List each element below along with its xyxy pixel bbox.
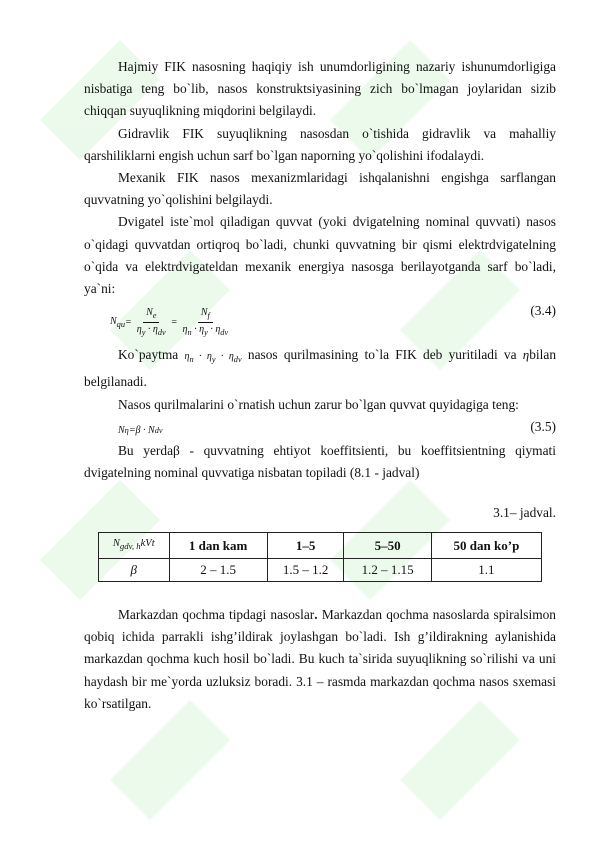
equation-number-3-4: (3.4) xyxy=(530,303,556,319)
eq-equals: = xyxy=(125,317,132,329)
eq-lhs: $N_{qu}$ xyxy=(110,315,125,329)
equation-3-5 xyxy=(84,416,556,440)
paragraph-reserve-coefficient: Bu yerdaβ - quvvatning ehtiyot koeffitsienti, bu koeffitsientning qiymati dvigatelning nominal quvvatiga nisbatan topiladi (8.1 - jadval) xyxy=(84,442,556,481)
equation-3-5-body: N η =β · N dv xyxy=(118,424,163,436)
eq-equals-2: = xyxy=(170,317,178,329)
paragraph-volumetric-efficiency: Hajmiy FIK nasosning haqiqiy ish unumdorligining nazariy ishunumdorligiga nisbatiga teng bo`lib, nasos konstruktsiyasining zich bo`lmagan joylaridan sizib chiqqan suyuqlikning miqdorini belgilaydi. xyxy=(84,59,556,119)
inline-eta: η xyxy=(522,347,530,363)
inline-eta-product: $\eta_n \cdot \eta_y \cdot \eta_{dv}$ xyxy=(184,351,242,365)
table-header-cell: 1 dan kam xyxy=(169,533,267,558)
equation-3-4 xyxy=(84,300,556,344)
fraction-1-numerator: $N_e$ xyxy=(143,306,159,323)
table-header-cell: 5–50 xyxy=(344,533,431,558)
table-cell: 1.2 – 1.15 xyxy=(344,558,431,581)
fraction-2 xyxy=(180,306,232,340)
fraction-2-numerator: $N_f$ xyxy=(198,306,213,323)
fraction-1-denominator: $\eta_y \cdot \eta_{dv}$ xyxy=(136,324,166,338)
paragraph-centrifugal-pumps: Markazdan qochma tipdagi nasoslar. Markazdan qochma nasoslarda spiralsimon qobiq ichida parrakli ishg’ildirak joylashgan bo`ladi. Ish g’ildirakning aylanishida markazdan qochma kuch hosil bo`ladi. Bu kuch ta`sirida suyuqlikning so`rilishi va uni haydash bir me`yorda uzluksiz boradi. 3.1 – rasmda markazdan qochma nasos sxemasi ko`rsatilgan. xyxy=(84,606,557,711)
paragraph-total-efficiency: Ko`paytma $\eta_n \cdot \eta_y \cdot \eta_{dv}$ nasos qurilmasining to`la FIK deb yuritiladi va ηbilan belgilanadi. xyxy=(84,347,557,390)
paragraph-motor-power: Dvigatel iste`mol qiladigan quvvat (yoki dvigatelning nominal quvvati) nasos o`qidagi quvvatdan ortiqroq bo`ladi, chunki quvvatning bir qismi elektrdvigatelning o`qida va elektrdvigateldan mexanik energiya nasosga berilayotganda sarf bo`ladi, ya`ni: xyxy=(84,214,556,297)
paragraph-mechanical-efficiency: Mexanik FIK nasos mexanizmlaridagi ishqalanishni engishga sarflangan quvvatning yo`qolishini belgilaydi. xyxy=(84,170,556,208)
spacer xyxy=(84,582,556,604)
table-cell: 1.5 – 1.2 xyxy=(267,558,344,581)
table-header-label: $N_{gdv, h}kVt$ xyxy=(99,533,170,558)
paragraph-hydraulic-efficiency: Gidravlik FIK suyuqlikning nasosdan o`tishida gidravlik va mahalliy qarshiliklarni engish uchun sarf bo`lgan naporning yo`qolishini ifodalaydi. xyxy=(84,125,556,163)
reserve-coefficient-table xyxy=(98,532,542,582)
table-header-cell: 50 dan ko’p xyxy=(431,533,541,558)
table-row xyxy=(99,558,542,581)
table-header-row xyxy=(99,533,542,558)
table-cell: 2 – 1.5 xyxy=(169,558,267,581)
table-header-cell: 1–5 xyxy=(267,533,344,558)
table-cell: 1.1 xyxy=(431,558,541,581)
equation-3-4-body xyxy=(110,306,233,340)
table-row-label: β xyxy=(99,558,170,581)
document-page xyxy=(84,56,556,715)
equation-number-3-5: (3.5) xyxy=(530,418,556,434)
paragraph-installation-power: Nasos qurilmalarini o`rnatish uchun zarur bo`lgan quvvat quyidagiga teng: xyxy=(118,396,519,412)
table-caption: 3.1– jadval. xyxy=(493,505,556,521)
fraction-2-denominator: $\eta_n \cdot \eta_y \cdot \eta_{dv}$ xyxy=(182,324,229,338)
fraction-1 xyxy=(134,306,169,340)
